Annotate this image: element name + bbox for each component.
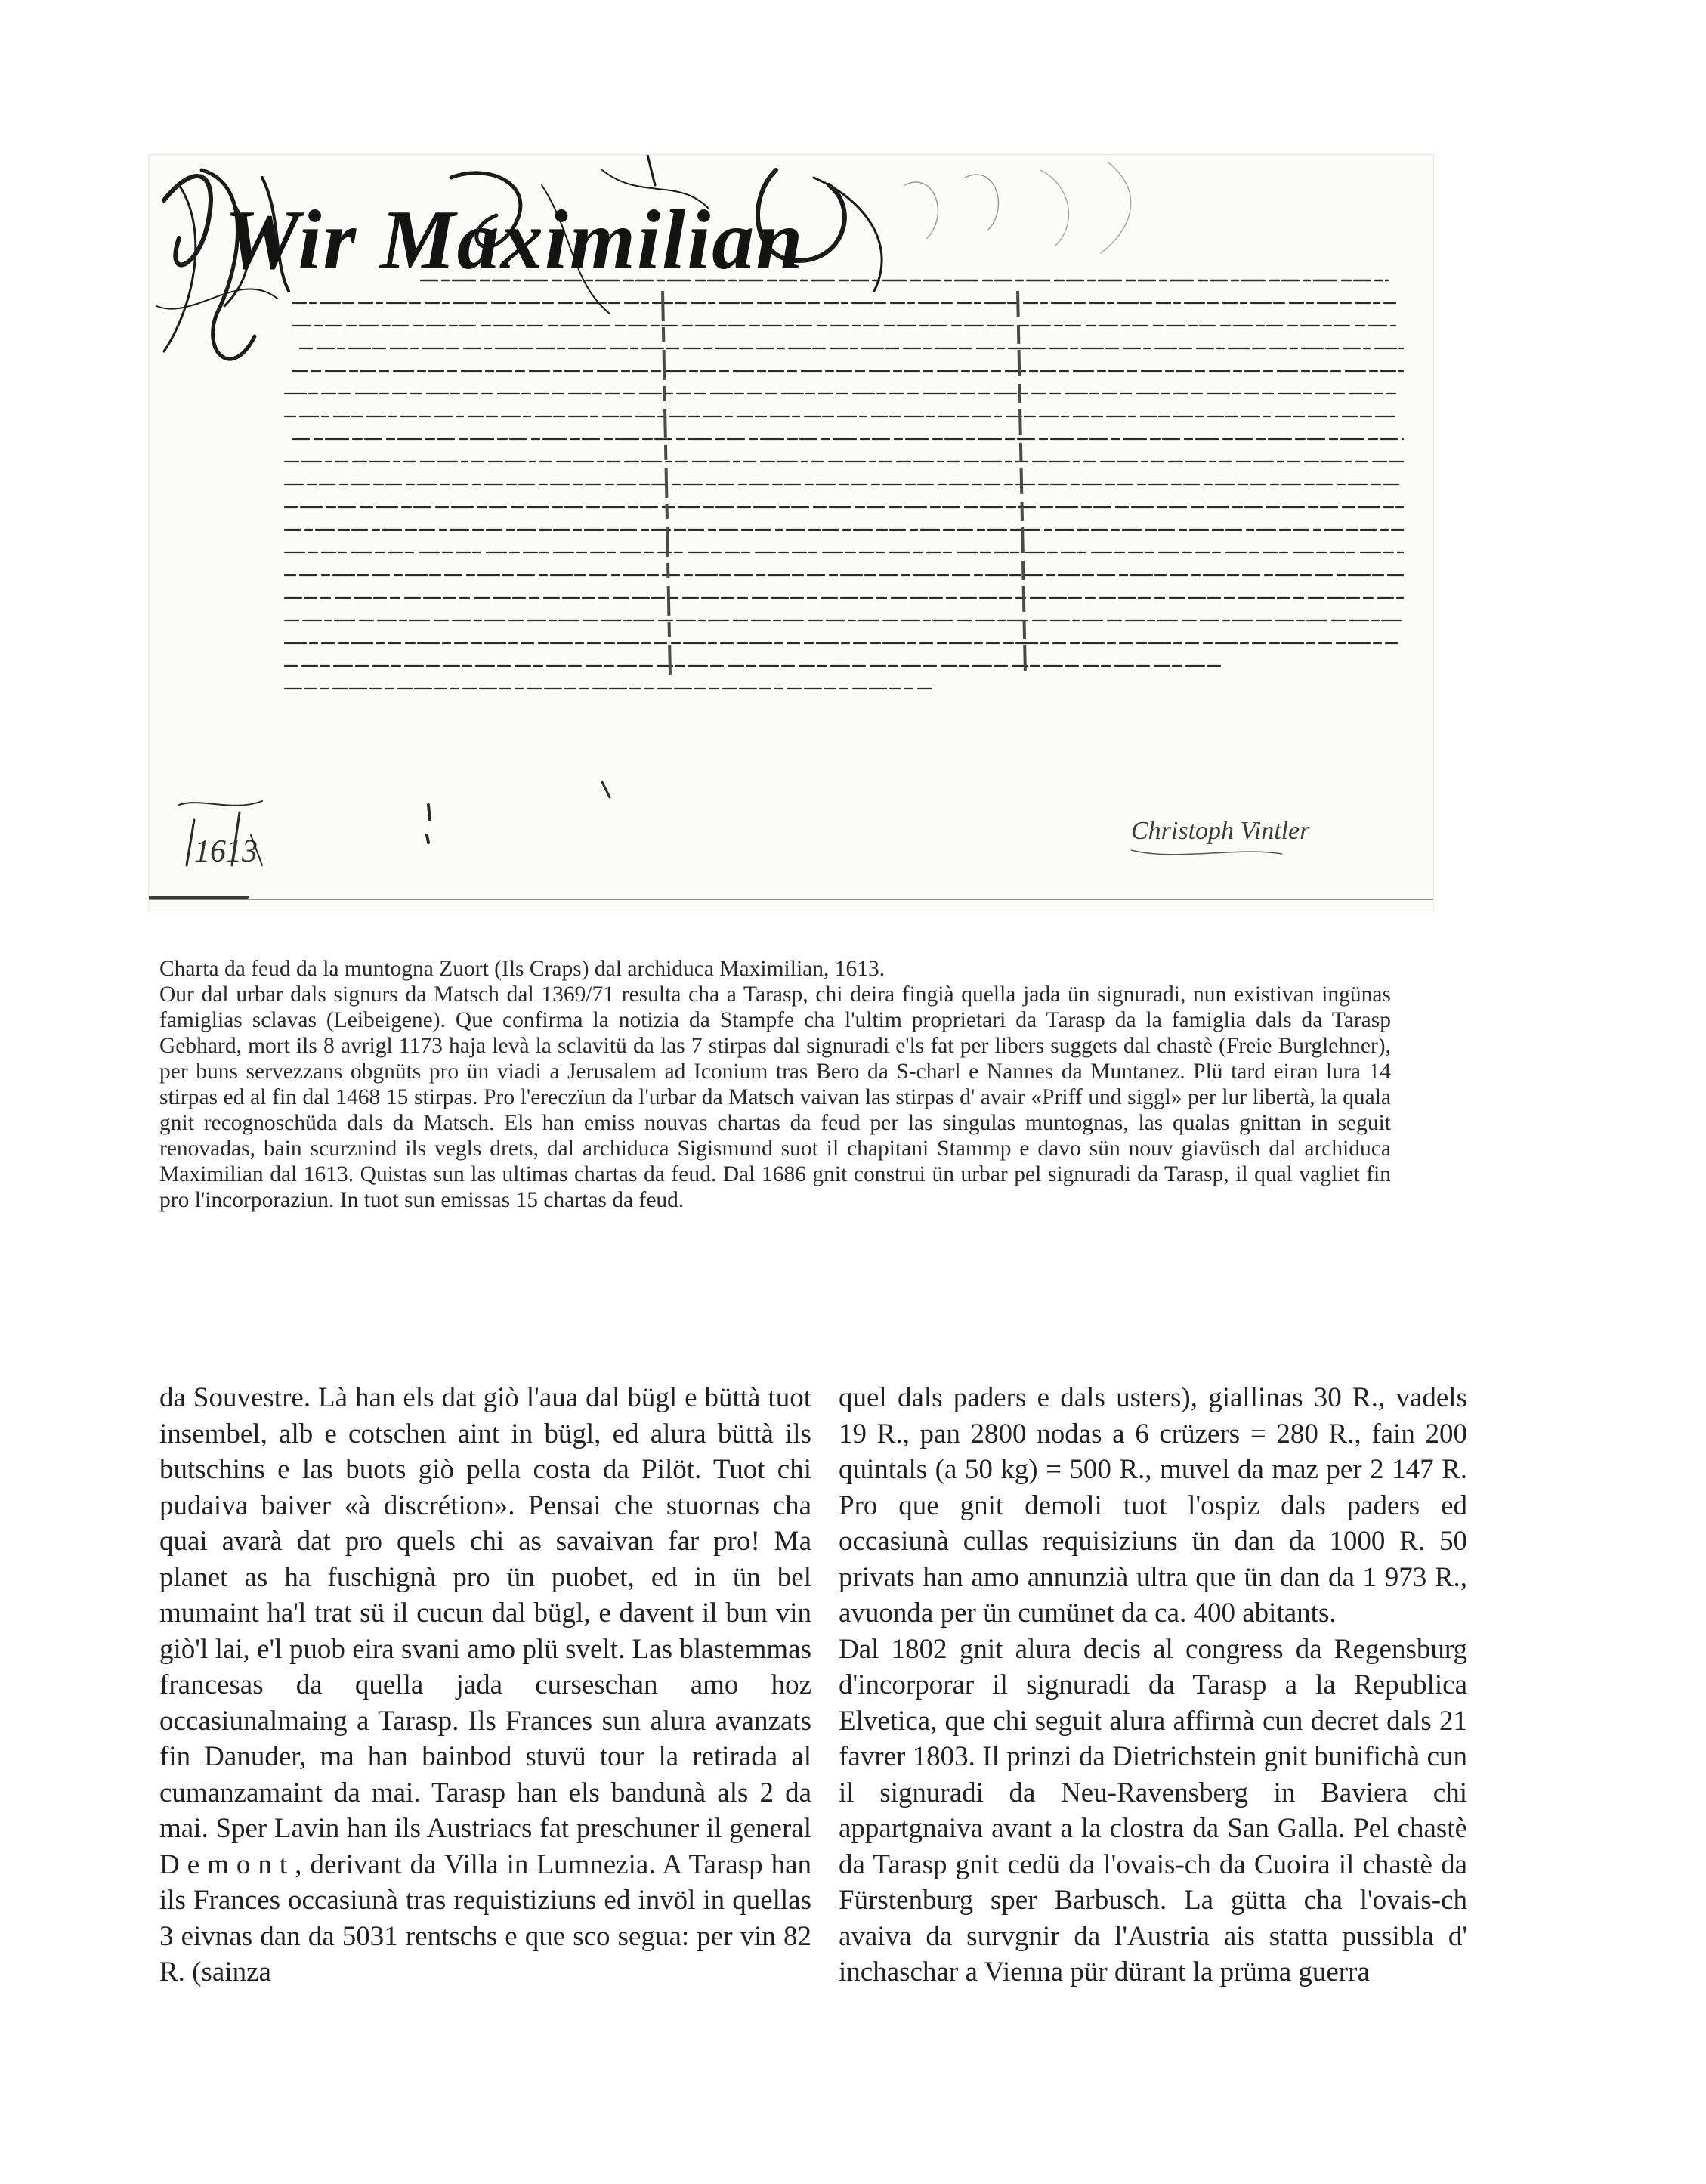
charter-facsimile	[148, 154, 1434, 911]
caption-title: Charta da feud da la muntogna Zuort (Ils Craps) dal archiduca Maximilian, 1613.	[159, 957, 885, 981]
marginal-note-text: 1613	[194, 834, 258, 869]
text-column-right	[839, 1380, 1467, 1991]
left-text-after: , derivant da Villa in Lumnezia. A Tarasp han ils Frances occasiunà tras requistiziuns ed invöl in quellas 3 eivnas dan da 5031 rentschs e que sco segua: per vin 82 R. (sainza	[159, 1848, 811, 1988]
signature-flourish	[1131, 850, 1282, 855]
left-text-before: da Souvestre. Là han els dat giò l'aua dal bügl e büttà tuot insembel, alb e cotschen aint in bügl, ed alura büttà ils butschins e las buots giò pella costa da Pilöt. Tuot chi pudaiva baiver «à discrétion». Pensai che stuornas cha quai avarà dat pro quels chi as savaivan far pro! Ma planet as ha fuschignà pro ün puobet, ed in ün bel mumaint ha'l trat sü il cucun dal bügl, e davent il bun vin giò'l lai, e'l puob eira svani amo plü svelt. Las blastemmas francesas da quella jada curseschan amo hoz occasiunalmaing a Tarasp. Ils Frances sun alura avanzats fin Danuder, ma han bainbod stuvü tour la retirada al cumanzamaint da mai. Tarasp han els bandunà als 2 da mai. Sper Lavin han ils Austriacs fat preschuner il general	[159, 1382, 811, 1844]
figure-caption	[159, 956, 1391, 1213]
charter-manuscript-lines	[285, 280, 1403, 688]
general-name-spaced: Demont	[159, 1848, 295, 1880]
right-column-paragraph-2: Dal 1802 gnit alura decis al congress da Regensburg d'incorporar il signuradi da Tarasp a la Republica Elvetica, que chi seguit alura affirmà cun decret dals 21 favrer 1803. Il prinzi da Dietrichstein gnit bunifichà cun il signuradi da Neu-Ravensberg in Baviera chi appartgnaiva avant a la clostra da San Galla. Pel chastè da Tarasp gnit cedü da l'ovais-ch da Cuoira il chastè da Fürstenburg sper Barbusch. La gütta cha l'ovais-ch avaiva da survgnir da l'Austria ais statta pussibla d' inchaschar a Vienna pür dürant la prüma guerra	[839, 1633, 1467, 1988]
charter-drawing	[149, 155, 1433, 911]
charter-heading-text: Wir Maximilian	[224, 193, 805, 287]
text-column-left	[159, 1380, 811, 1991]
caption-body: Our dal urbar dals signurs da Matsch dal 1369/71 resulta cha a Tarasp, chi deira fingià quella jada ün signuradi, nun existivan ingünas famiglias sclavas (Leibeigene). Que confirma la notizia da Stampfe cha l'ultim proprietari da Tarasp da la famiglia dals da Tarasp Gebhard, mort ils 8 avrigl 1173 haja levà la sclavitü da las 7 stirpas dal signuradi e'ls fat per libers suggets dal chastè (Freie Burglehner), per buns servezzans obgnüts pro ün viadi a Jerusalem ad Iconium tras Bero da S-charl e Nannes da Muntanez. Plü tard eiran lura 14 stirpas ed al fin dal 1468 15 stirpas. Pro l'ereczïun da l'urbar da Matsch vaivan las stirpas d' avair «Priff und siggl» per lur libertà, la quala gnit recognoschüda dals da Matsch. Els han emiss nouvas chartas da feud per las singulas muntognas, las qualas gnittan in seguit renovadas, bain scurznind ils vegls drets, dal archiduca Sigismund suot il chapitani Stammp e davo sün nouv giavüsch dal archiduca Maximilian dal 1613. Quistas sun las ultimas chartas da feud. Dal 1686 gnit construi ün urbar pel signuradi da Tarasp, il qual vagliet fin pro l'incorporaziun. In tuot sun emissas 15 chartas da feud.	[159, 982, 1391, 1212]
right-column-paragraph-1: quel dals paders e dals usters), giallinas 30 R., vadels 19 R., pan 2800 nodas a 6 crüzers = 280 R., fain 200 quintals (a 50 kg) = 500 R., muvel da maz per 2 147 R. Pro que gnit demoli tuot l'ospiz dals paders ed occasiunà cullas requisiziuns ün dan da 1000 R. 50 privats han amo annunzià ultra que ün dan da 1 973 R., avuonda per ün cumünet da ca. 400 abitants.	[839, 1382, 1467, 1629]
signature-text: Christoph Vintler	[1131, 817, 1310, 845]
left-column-paragraph	[159, 1380, 811, 1991]
